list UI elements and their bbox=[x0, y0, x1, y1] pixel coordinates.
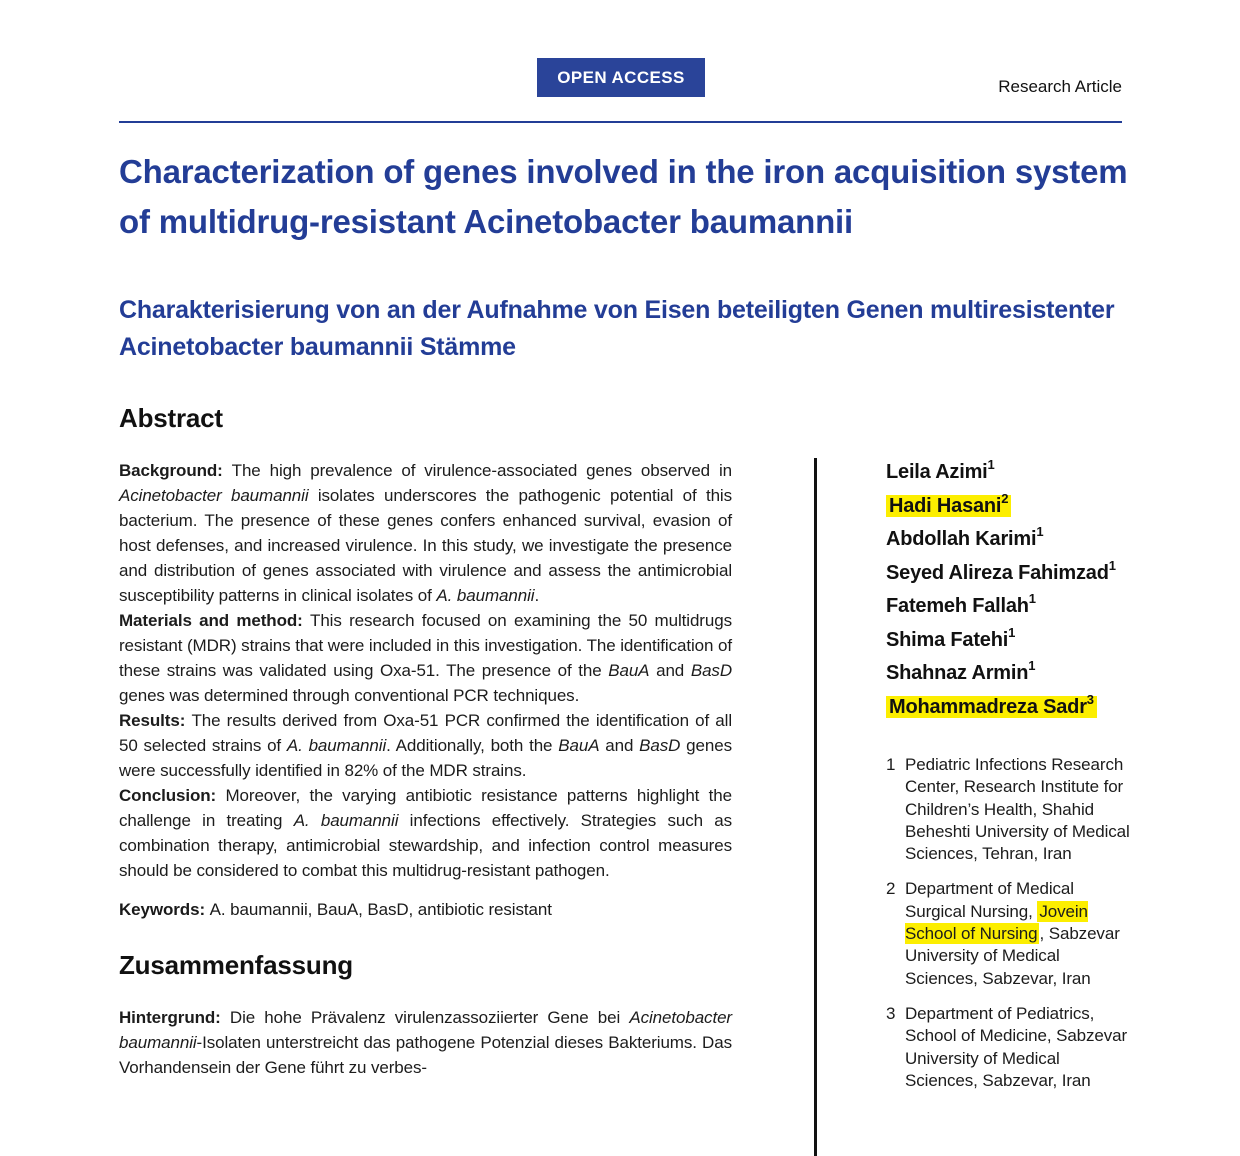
author-name: Mohammadreza Sadr$^3$ bbox=[886, 691, 1132, 725]
keywords-line: Keywords: A. baumannii, BauA, BasD, antibiotic resistant bbox=[119, 900, 552, 919]
abstract-column bbox=[119, 403, 732, 1080]
article-type-label: Research Article bbox=[998, 77, 1122, 96]
open-access-badge: OPEN ACCESS bbox=[537, 58, 705, 97]
author-list bbox=[886, 456, 1132, 724]
affiliation-item: 3 Department of Pediatrics, School of Medicine, Sabzevar University of Medical Sciences, Sabzevar, Iran bbox=[886, 1003, 1128, 1090]
abstract-heading: Abstract bbox=[119, 403, 223, 433]
author-name: Shima Fatehi$^1$ bbox=[886, 624, 1016, 651]
zusammenfassung-paragraphs bbox=[119, 1005, 732, 1080]
paragraph: Background: The high prevalence of virulence-associated genes observed in Acinetobacter baumannii isolates underscores the pathogenic potential of this bacterium. The presence of these genes confers enhanced survival, evasion of host defenses, and increased virulence. In this study, we investigate the presence and distribution of genes associated with virulence and assess the antimicrobial susceptibility patterns in clinical isolates of A. baumannii. bbox=[119, 461, 732, 605]
author-sidebar bbox=[886, 456, 1132, 1105]
author-name: Fatemeh Fallah$^1$ bbox=[886, 591, 1036, 617]
article-title: Characterization of genes involved in the iron acquisition system of multidrug-resistant Acinetobacter baumannii bbox=[119, 153, 1128, 240]
affiliation-list bbox=[886, 754, 1132, 1092]
abstract-paragraphs bbox=[119, 458, 732, 883]
author-name: Shahnaz Armin$^1$ bbox=[886, 658, 1036, 684]
author-name: Abdollah Karimi$^1$ bbox=[886, 524, 1044, 550]
author-name: Seyed Alireza Fahimzad$^1$ bbox=[886, 557, 1116, 584]
author-name: Hadi Hasani$^2$ bbox=[886, 490, 1132, 524]
article-title-german: Charakterisierung von an der Aufnahme von Eisen beteiligten Genen multiresistenter Acinetobacter baumannii Stämme bbox=[119, 296, 1115, 361]
zusammenfassung-heading: Zusammenfassung bbox=[119, 950, 353, 980]
header-divider bbox=[119, 121, 1122, 123]
paragraph: Hintergrund: Die hohe Prävalenz virulenzassoziierter Gene bei Acinetobacter baumannii-Isolaten unterstreicht das pathogene Potenzial dieses Bakteriums. Das Vorhandensein der Gene führt zu verbes- bbox=[119, 1008, 732, 1077]
author-name: Leila Azimi$^1$ bbox=[886, 457, 995, 483]
affiliation-item: 1 Pediatric Infections Research Center, Research Institute for Children’s Health, Shahid Beheshti University of Medical Sciences, Tehran, Iran bbox=[886, 755, 1130, 864]
sidebar-divider bbox=[814, 458, 817, 1156]
affiliation-item: 2 Department of Medical Surgical Nursing, Jovein School of Nursing , Sabzevar University of Medical Sciences, Sabzevar, Iran bbox=[886, 879, 1120, 988]
paragraph: Materials and method: This research focused on examining the 50 multidrugs resistant (MDR) strains that were included in this investigation. The identification of these strains was validated using Oxa-51. The presence of the BauA and BasD genes was determined through conventional PCR techniques. bbox=[119, 611, 732, 705]
paragraph: Results: The results derived from Oxa-51 PCR confirmed the identification of all 50 selected strains of A. baumannii. Additionally, both the BauA and BasD genes were successfully identified in 82% of the MDR strains. bbox=[119, 711, 732, 780]
paragraph: Conclusion: Moreover, the varying antibiotic resistance patterns highlight the challenge in treating A. baumannii infections effectively. Strategies such as combination therapy, antimicrobial stewardship, and infection control measures should be considered to combat this multidrug-resistant pathogen. bbox=[119, 786, 733, 880]
